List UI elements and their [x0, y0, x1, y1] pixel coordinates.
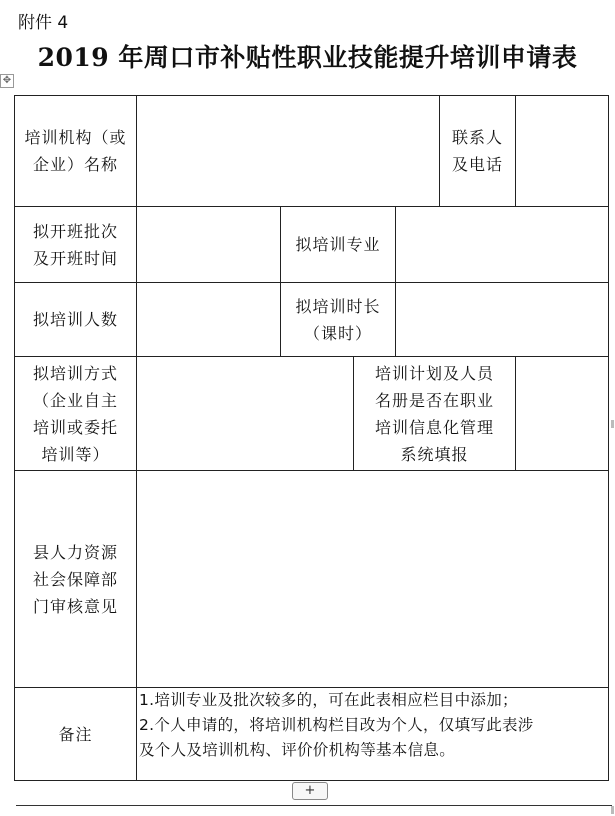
- batch-time-label: 拟开班批次 及开班时间: [32, 221, 118, 268]
- batch-time-field[interactable]: [137, 207, 280, 282]
- table-move-handle-icon[interactable]: ✥: [0, 74, 14, 88]
- plan-registered-field[interactable]: [516, 357, 608, 470]
- remark-line: 及个人及培训机构、评价价机构等基本信息。: [139, 741, 456, 759]
- remark-line: 1.培训专业及批次较多的，可在此表相应栏目中添加；: [139, 691, 518, 709]
- county-review-label: 县人力资源 社会保障部 门审核意见: [32, 542, 118, 616]
- training-major-label: 拟培训专业: [295, 235, 381, 254]
- org-name-label: 培训机构（或 企业）名称: [24, 128, 127, 174]
- plan-registered-label: 培训计划及人员 名册是否在职业 培训信息化管理 系统填报: [374, 363, 494, 464]
- org-name-field[interactable]: [137, 96, 439, 206]
- training-duration-label: 拟培训时长 （课时）: [295, 296, 381, 343]
- contact-label: 联系人 及电话: [451, 128, 503, 174]
- trainee-count-field[interactable]: [137, 283, 280, 356]
- remarks-text: [139, 688, 607, 763]
- table-edge-marker: [611, 806, 614, 814]
- page-bottom-rule: [16, 805, 612, 806]
- remark-line: 2.个人申请的，将培训机构栏目改为个人，仅填写此表涉: [139, 716, 534, 734]
- remarks-label: 备注: [58, 724, 93, 744]
- form-title: 2019 年周口市补贴性职业技能提升培训申请表: [37, 43, 578, 72]
- training-method-label: 拟培训方式 （企业自主 培训或委托 培训等）: [32, 363, 118, 464]
- training-method-field[interactable]: [137, 357, 353, 470]
- trainee-count-label: 拟培训人数: [32, 310, 118, 329]
- training-major-field[interactable]: [396, 207, 608, 282]
- training-duration-field[interactable]: [396, 283, 608, 356]
- county-review-field[interactable]: [137, 471, 608, 687]
- add-row-button[interactable]: +: [292, 782, 328, 800]
- application-form-table: [14, 95, 609, 781]
- contact-field[interactable]: [516, 96, 608, 206]
- table-edge-marker: [611, 420, 614, 428]
- attachment-label: 附件 4: [18, 13, 69, 33]
